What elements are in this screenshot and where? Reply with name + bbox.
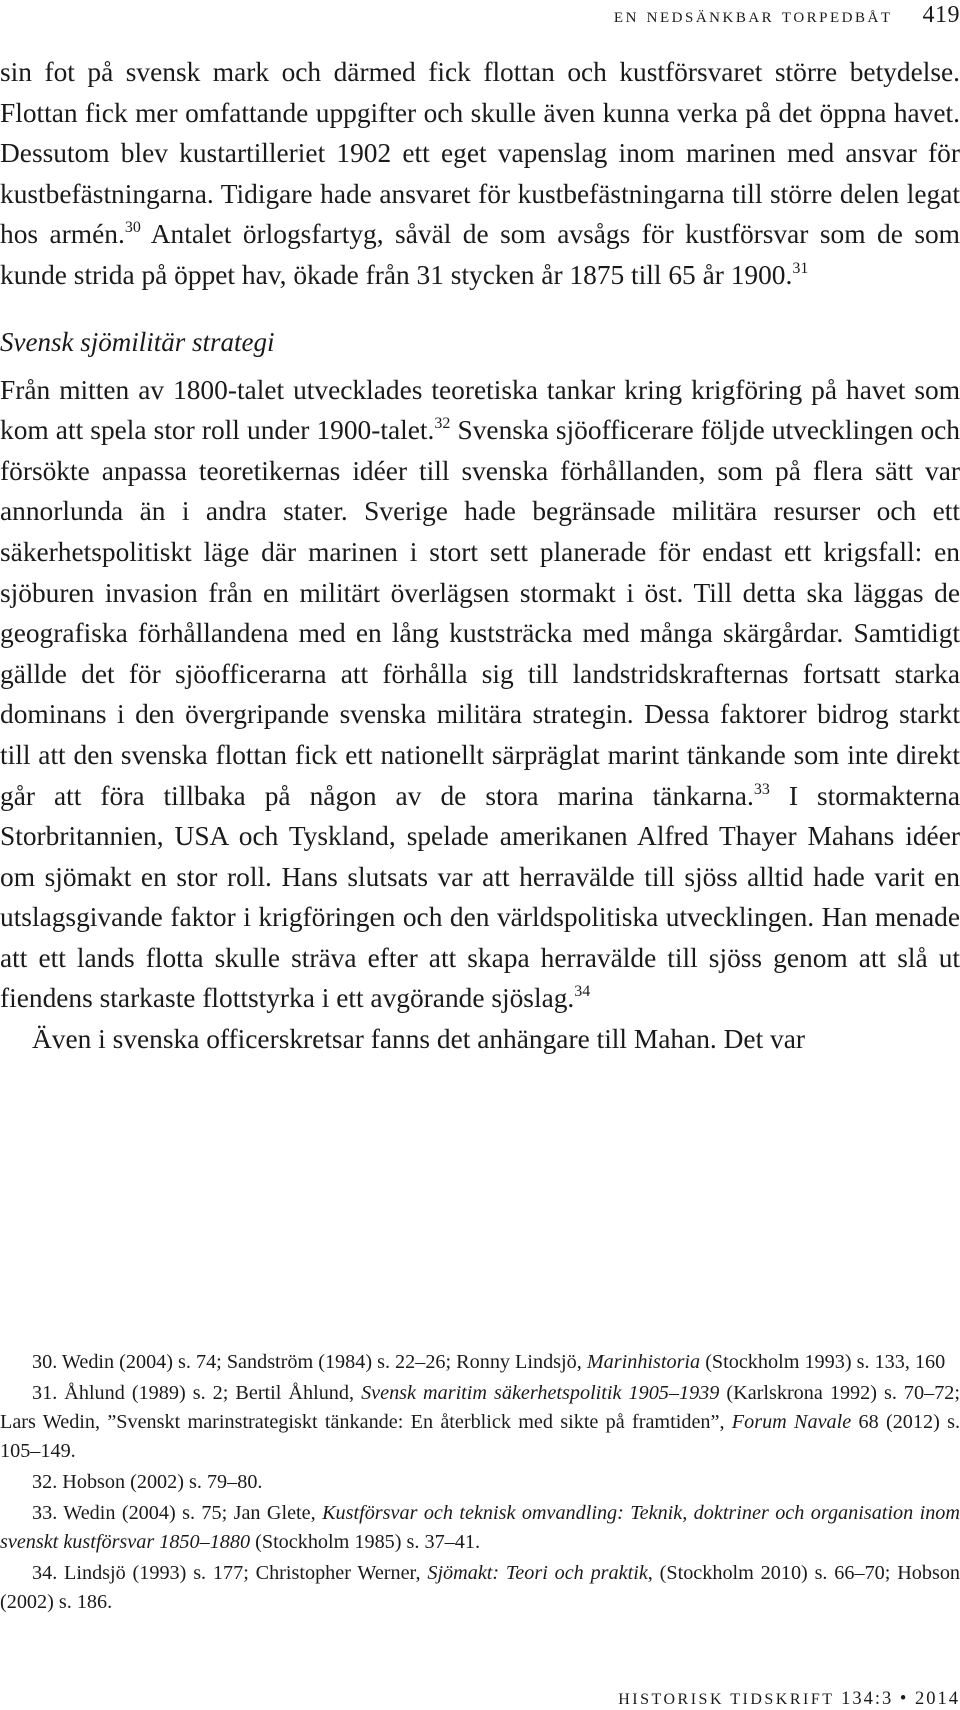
paragraph-2-text-2: Svenska sjöofficerare följde utvecklingen och försökte anpassa teoretikernas idéer till svenska förhållanden, som på flera sätt var annorlunda än i andra stater. Sverige hade begränsade militära resurser och ett säkerhetspolitiskt läge där marinen i stort sett planerade för endast ett krigsfall: en sjöburen invasion från en militärt överlägsen stormakt i öst. Till detta ska läggas de geografiska förhållandena med en lång kuststräcka med många skärgårdar. Samtidigt gällde det för sjöofficerarna att förhålla sig till landstridskrafternas fortsatt starka dominans i den övergripande svenska militära strategin. Dessa faktorer bidrog starkt till att den svenska flottan fick ett nationellt särpräglat marint tänkande som inte direkt går att föra tillbaka på någon av de stora marina tänkarna.	[0, 415, 960, 811]
footnote-30-text: 30. Wedin (2004) s. 74; Sandström (1984) s. 22–26; Ronny Lindsjö,	[32, 1351, 587, 1373]
paragraph-3-text: Även i svenska officerskretsar fanns det anhängare till Mahan. Det var	[32, 1024, 805, 1055]
body-text	[0, 52, 960, 1060]
footnote-34-text-2: , (Stockholm 2010) s. 66–70; Hobson (2002) s. 186.	[0, 1562, 960, 1613]
footnote-ref-30[interactable]: 30	[124, 219, 141, 237]
footnote-ref-32[interactable]: 32	[434, 415, 451, 433]
footnote-31-text-3: 68 (2012) s. 105–149.	[0, 1411, 960, 1462]
paragraph-1-text: sin fot på svensk mark och därmed fick flottan och kustförsvaret större betydelse. Flottan fick mer omfattande uppgifter och skulle även kunna verka på det öppna havet. Dessutom blev kustartilleriet 1902 ett eget vapenslag inom marinen med ansvar för kustbefästningarna. Tidigare hade ansvaret för kustbefästningarna till större delen legat hos armén.	[0, 57, 960, 250]
footnote-30-title: Marinhistoria	[586, 1351, 701, 1373]
footnote-33-text-2: (Stockholm 1985) s. 37–41.	[250, 1531, 480, 1553]
footnote-ref-33[interactable]: 33	[753, 780, 770, 798]
journal-footer	[618, 1689, 960, 1710]
running-title: en nedsänkbar torpedbåt	[613, 3, 893, 27]
footnote-31	[0, 1379, 960, 1466]
footnote-30-text-2: (Stockholm 1993) s. 133, 160	[700, 1351, 946, 1373]
footnote-31-text: 31. Åhlund (1989) s. 2; Bertil Åhlund,	[32, 1382, 362, 1404]
paragraph-1	[0, 52, 960, 296]
footnote-ref-34[interactable]: 34	[574, 983, 591, 1001]
footnote-31-text-2: (Karlskrona 1992) s. 70–72; Lars Wedin, ”Svenskt marinstrategiskt tänkande: En återblick med sikte på framtiden”,	[0, 1382, 960, 1433]
paragraph-2-text-3: I stormakterna Storbritannien, USA och Tyskland, spelade amerikanen Alfred Thayer Mahans idéer om sjömakt en stor roll. Hans slutsats var att herravälde till sjöss alltid hade varit en utslagsgivande faktor i krigföringen och den världspolitiska utvecklingen. Han menade att ett lands flotta skulle sträva efter att skapa herravälde till sjöss genom att slå ut fiendens starkaste flottstyrka i ett avgörande sjöslag.	[0, 780, 960, 1014]
footnote-34-text: 34. Lindsjö (1993) s. 177; Christopher Werner,	[32, 1562, 428, 1584]
footnote-31-journal: Forum Navale	[731, 1411, 852, 1433]
section-heading: Svensk sjömilitär strategi	[0, 326, 275, 357]
footnote-33-title: Kustförsvar och teknisk omvandling: Teknik, doktriner och organisation inom svenskt kustförsvar 1850–1880	[0, 1502, 960, 1553]
page-number: 419	[922, 2, 960, 28]
footnote-32-text: 32. Hobson (2002) s. 79–80.	[32, 1471, 263, 1493]
footnotes	[0, 1348, 960, 1619]
footnote-31-title: Svensk maritim säkerhetspolitik 1905–1939	[361, 1382, 720, 1404]
journal-name: HISTORISK TIDSKRIFT	[618, 1691, 835, 1708]
running-header	[0, 2, 960, 29]
footnote-33	[0, 1499, 960, 1557]
footnote-ref-31[interactable]: 31	[792, 259, 809, 277]
footnote-34	[0, 1559, 960, 1617]
footnote-34-title: Sjömakt: Teori och praktik	[427, 1562, 648, 1584]
paragraph-1-text-2: Antalet örlogsfartyg, såväl de som avsågs för kustförsvar som de som kunde strida på öppet hav, ökade från 31 stycken år 1875 till 65 år 1900.	[0, 219, 960, 290]
paragraph-2	[0, 370, 960, 1020]
paragraph-3	[0, 1019, 960, 1060]
paragraph-2-text: Från mitten av 1800-talet utvecklades teoretiska tankar kring krigföring på havet som kom att spela stor roll under 1900-talet.	[0, 374, 960, 446]
footnote-32	[0, 1468, 960, 1497]
footnote-30	[0, 1348, 960, 1377]
journal-issue: 134:3 • 2014	[841, 1689, 960, 1709]
footnote-33-text: 33. Wedin (2004) s. 75; Jan Glete,	[32, 1502, 323, 1524]
